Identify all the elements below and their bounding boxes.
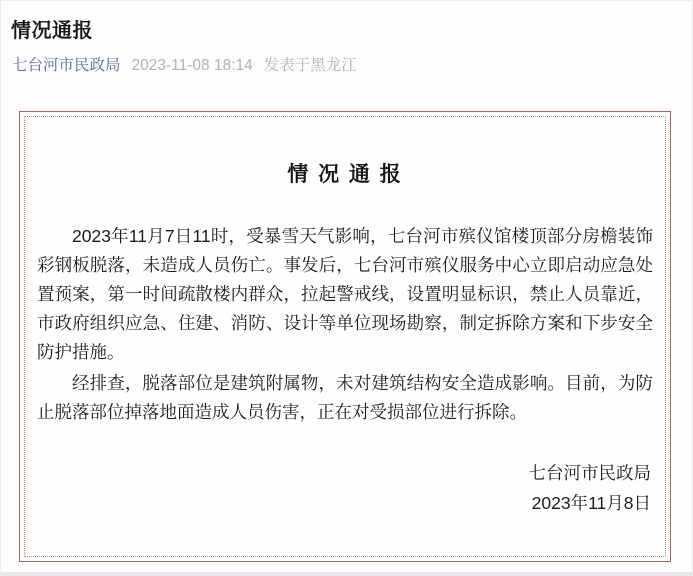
card-bottom-edge <box>1 572 692 575</box>
account-name-link[interactable]: 七台河市民政局 <box>12 57 121 74</box>
notice-title: 情 况 通 报 <box>287 163 403 186</box>
byline <box>12 56 357 76</box>
notice-paragraph-1: 2023年11月7日11时，受暴雪天气影响，七台河市殡仪馆楼顶部分房檐装饰彩钢板脱落，未造成人员伤亡。事发后，七台河市殡仪服务中心立即启动应急处置预案，第一时间疏散楼内群众，拉起警戒线，设置明显标识，禁止人员靠近，市政府组织应急、住建、消防、设计等单位现场勘察，制定拆除方案和下步安全防护措施。 <box>37 226 653 362</box>
publish-location: 发表于黑龙江 <box>263 57 357 74</box>
signature-date: 2023年11月8日 <box>531 493 651 513</box>
signature-org: 七台河市民政局 <box>528 463 651 483</box>
notice-body <box>37 222 653 427</box>
publish-timestamp: 2023-11-08 18:14 <box>131 57 253 74</box>
notice-box-inner <box>24 116 666 557</box>
signature-block <box>37 458 653 518</box>
notice-paragraph-2: 经排查，脱落部位是建筑附属物，未对建筑结构安全造成影响。目前，为防止脱落部位掉落地面造成人员伤害，正在对受损部位进行拆除。 <box>37 373 653 422</box>
notice-box <box>19 111 671 562</box>
page-title: 情况通报 <box>11 20 93 42</box>
